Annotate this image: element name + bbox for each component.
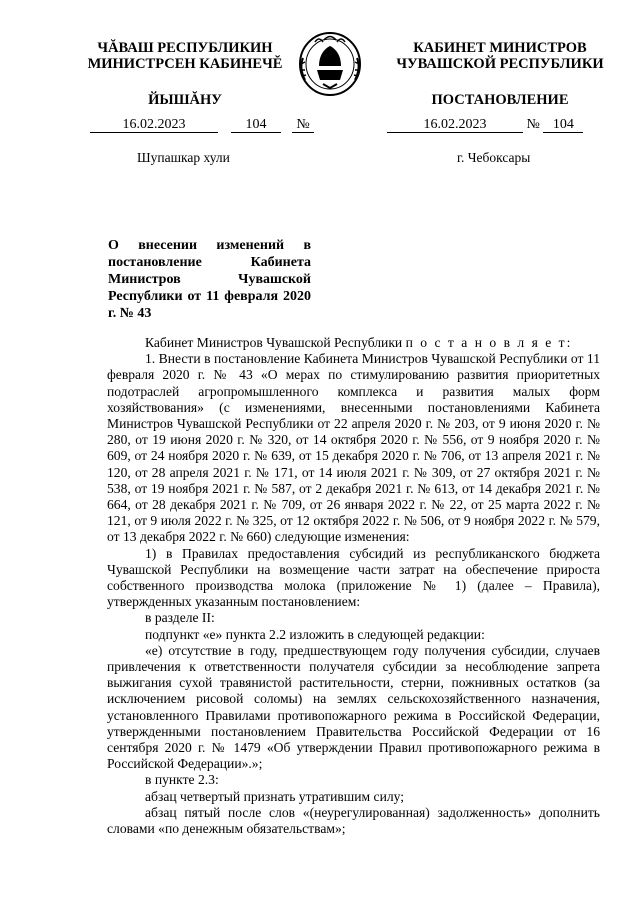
left-number: 104 — [231, 117, 281, 133]
place-left: Шупашкар хули — [137, 150, 230, 165]
header-left — [75, 40, 295, 108]
header-right-line2: ЧУВАШСКОЙ РЕСПУБЛИКИ — [396, 56, 604, 72]
header-left-title: ЙЫШĂНУ — [148, 92, 222, 108]
paragraph-4: подпункт «е» пункта 2.2 изложить в следующей редакции: — [145, 626, 485, 642]
paragraph-preamble — [107, 335, 600, 351]
document-subject: О внесении изменений в постановление Кабинета Министров Чувашской Республики от 11 февраля 2020 г. № 43 — [108, 238, 311, 321]
left-date: 16.02.2023 — [90, 117, 218, 133]
header-right-line1: КАБИНЕТ МИНИСТРОВ — [413, 40, 587, 56]
header-left-line1: ЧĂВАШ РЕСПУБЛИКИН — [97, 40, 273, 56]
paragraph-8: абзац пятый после слов «(неурегулированная) задолженность» дополнить словами «по денежным обязательствам»; — [107, 804, 600, 837]
emblem-icon — [295, 28, 365, 98]
number-line-left — [90, 117, 314, 133]
header-left-line2: МИНИСТРСЕН КАБИНЕЧĔ — [87, 56, 283, 72]
paragraph-1: 1. Внести в постановление Кабинета Министров Чувашской Республики от 11 февраля 2020 г. № 43 «О мерах по стимулированию развития приоритетных подотраслей агропромышленного комплекса и развития малых форм хозяйствования» (с изменениями, внесенными постановлениями Кабинета Министров Чувашской Республики от 22 апреля 2020 г. № 203, от 9 июня 2020 г. № 280, от 19 июня 2020 г. № 320, от 14 октября 2020 г. № 556, от 9 ноября 2020 г. № 609, от 24 ноября 2020 г. № 639, от 15 декабря 2020 г. № 706, от 13 апреля 2021 г. № 120, от 28 апреля 2021 г. № 171, от 14 июля 2021 г. № 309, от 27 октября 2021 г. № 538, от 19 ноября 2021 г. № 587, от 2 декабря 2021 г. № 613, от 14 декабря 2021 г. № 664, от 28 декабря 2021 г. № 709, от 26 января 2022 г. № 22, от 25 марта 2022 г. № 121, от 9 июля 2022 г. № 325, от 12 октября 2022 г. № 506, от 9 ноября 2022 г. № 579, от 13 декабря 2022 г. № 660) следующие изменения: — [107, 351, 600, 545]
paragraph-2: 1) в Правилах предоставления субсидий из республиканского бюджета Чувашской Республики на возмещение части затрат на обеспечение прироста собственного производства молока (приложение № 1) (далее – Правила), утвержденных указанным постановлением: — [107, 545, 600, 610]
header-right-title: ПОСТАНОВЛЕНИЕ — [431, 92, 569, 108]
right-no-sign: № — [526, 117, 540, 132]
right-date: 16.02.2023 — [387, 117, 523, 133]
left-no-sign: № — [292, 117, 314, 133]
paragraph-5: «е) отсутствие в году, предшествующем году получения субсидии, случаев привлечения к ответственности получателя субсидии за несоблюдение запрета выжигания сухой травянистой растительности, стерни, пожнивных остатков (за исключением рисовой соломы) на землях сельскохозяйственного назначения, установленного Правилами противопожарного режима в Российской Федерации, утвержденными постановлением Правительства Российской Федерации от 16 сентября 2020 г. № 1479 «Об утверждении Правил противопожарного режима в Российской Федерации».»; — [107, 642, 600, 772]
paragraph-3: в разделе II: — [145, 610, 215, 626]
place-right: г. Чебоксары — [457, 150, 531, 165]
preamble-text: Кабинет Министров Чувашской Республики — [145, 335, 403, 350]
paragraph-6: в пункте 2.3: — [145, 772, 219, 788]
number-line-right — [387, 117, 583, 133]
header-right — [380, 40, 620, 108]
document-body — [107, 335, 600, 837]
preamble-resolves: п о с т а н о в л я е т: — [405, 335, 573, 350]
paragraph-7: абзац четвертый признать утратившим силу; — [145, 788, 405, 804]
right-number: 104 — [543, 117, 583, 133]
